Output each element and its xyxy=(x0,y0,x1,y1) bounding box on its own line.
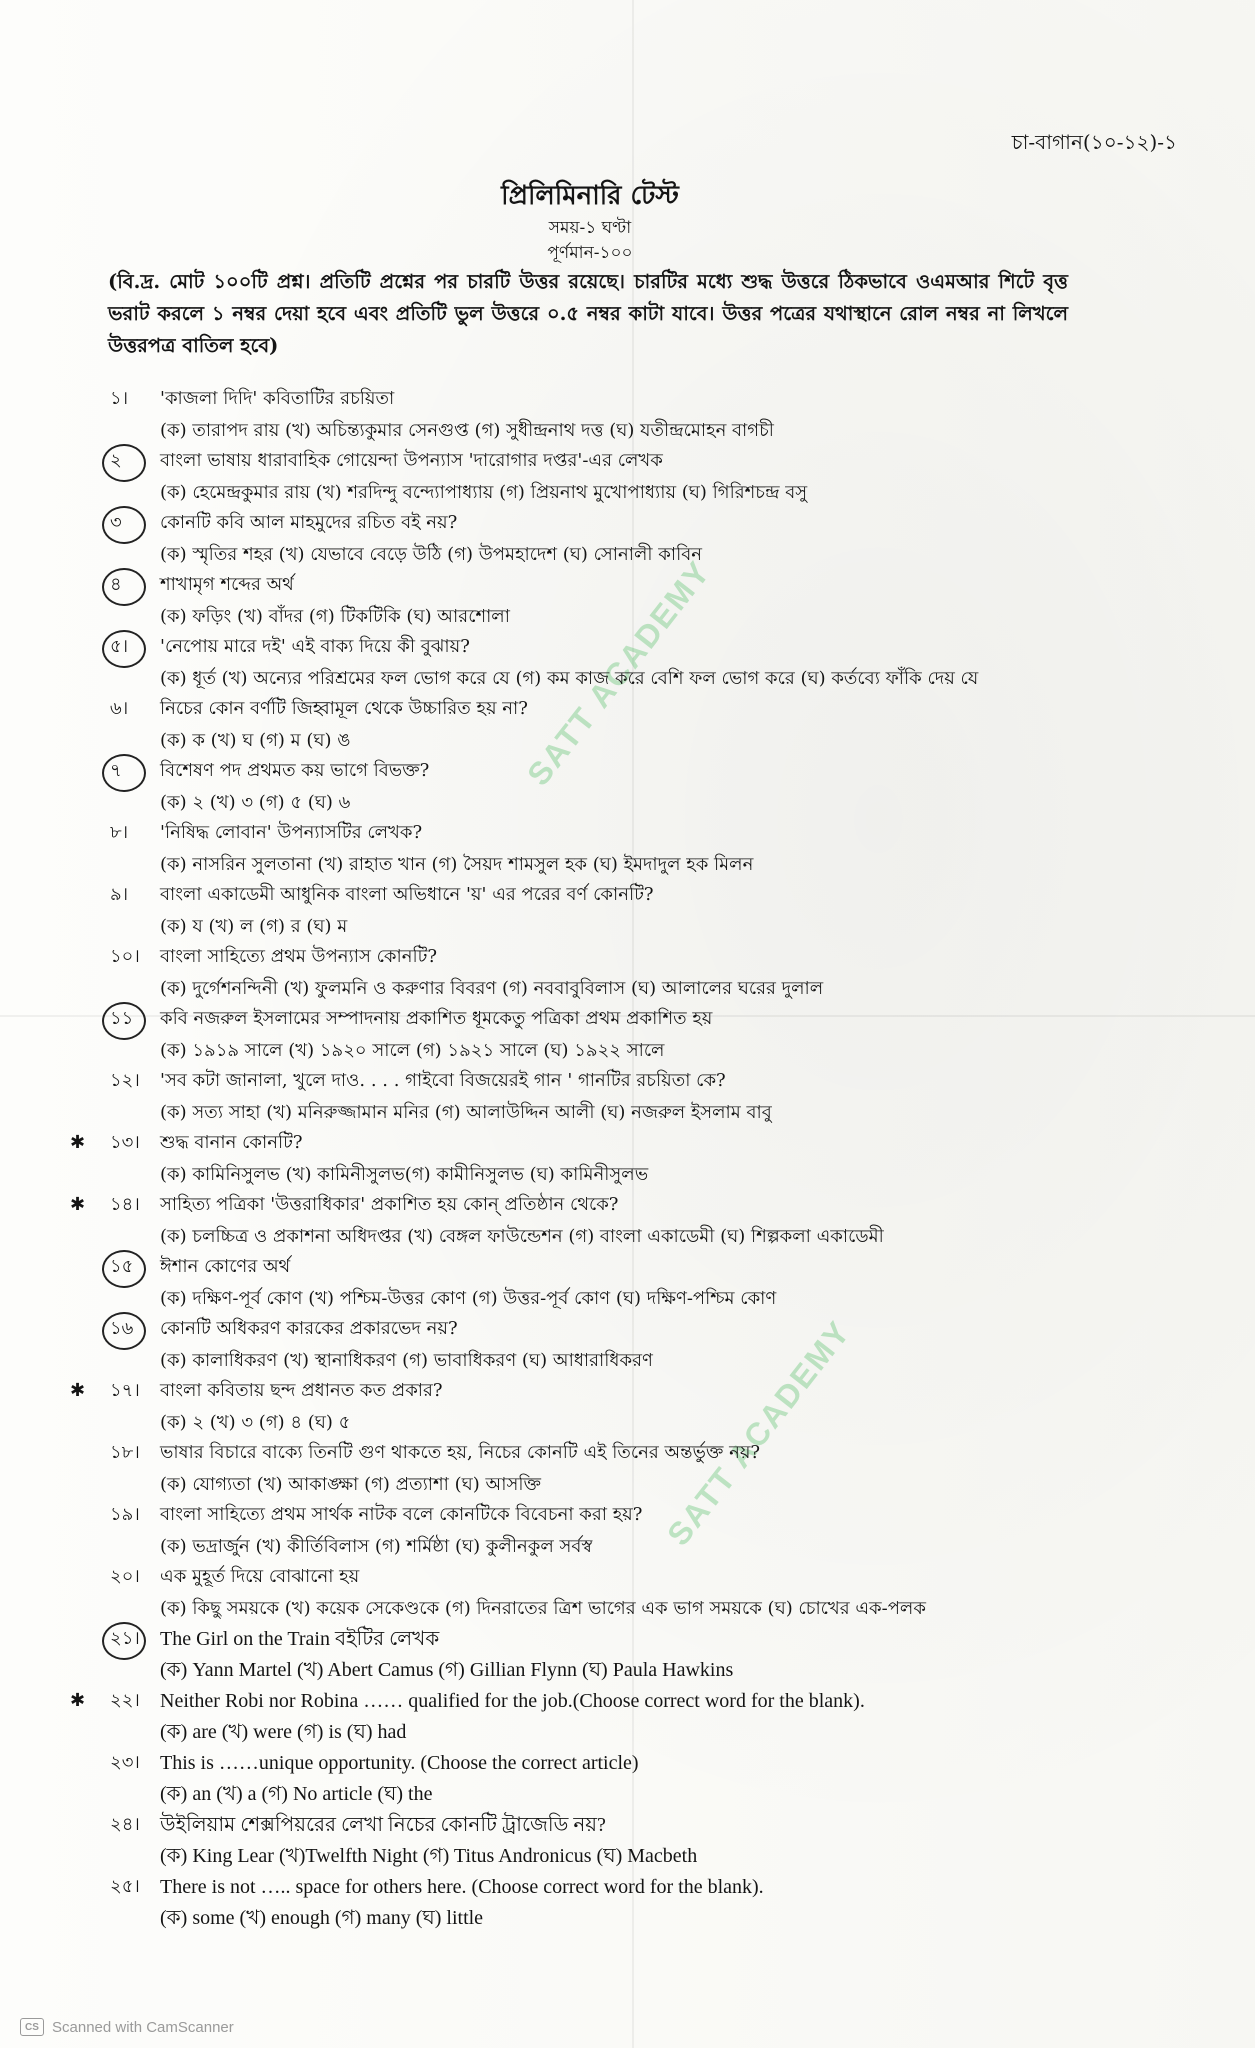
question-options: (ক) দুর্গেশনন্দিনী (খ) ফুলমনি ও করুণার বিবরণ (গ) নববাবুবিলাস (ঘ) আলালের ঘরের দুলাল xyxy=(160,977,824,999)
question-text: বাংলা কবিতায় ছন্দ প্রধানত কত প্রকার? xyxy=(160,1380,443,1401)
question-item xyxy=(110,1748,1160,1810)
question-options: (ক) স্মৃতির শহর (খ) যেভাবে বেড়ে উঠি (গ) উপমহাদেশ (ঘ) সোনালী কাবিন xyxy=(160,543,702,565)
question-text: বিশেষণ পদ প্রথমত কয় ভাগে বিভক্ত? xyxy=(160,760,430,781)
question-item xyxy=(110,1686,1160,1748)
instructions: (বি.দ্র. মোট ১০০টি প্রশ্ন। প্রতিটি প্রশ্নের পর চারটি উত্তর রয়েছে। চারটির মধ্যে শুদ্ধ উত্তরে ঠিকভাবে ওএমআর শিটে বৃত্ত ভরাট করলে ১ নম্বর দেয়া হবে এবং প্রতিটি ভুল উত্তরে ০.৫ নম্বর কাটা যাবে। উত্তর পত্রের যথাস্থানে রোল নম্বর না লিখলে উত্তরপত্র বাতিল হবে) xyxy=(108,270,1068,357)
question-item xyxy=(110,880,1160,942)
question-options: (ক) ধূর্ত (খ) অন্যের পরিশ্রমের ফল ভোগ করে যে (গ) কম কাজ করে বেশি ফল ভোগ করে (ঘ) কর্তব্যে ফাঁকি দেয় যে xyxy=(160,667,979,689)
question-options: (ক) তারাপদ রায় (খ) অচিন্ত্যকুমার সেনগুপ্ত (গ) সুধীন্দ্রনাথ দত্ত (ঘ) যতীন্দ্রমোহন বাগচী xyxy=(160,419,774,441)
question-number: ১৪। ✱ xyxy=(110,1190,160,1220)
question-text: কোনটি কবি আল মাহমুদের রচিত বই নয়? xyxy=(160,512,458,533)
question-number: ২২। ✱ xyxy=(110,1686,160,1716)
question-options: (ক) হেমেন্দ্রকুমার রায় (খ) শরদিন্দু বন্দ্যোপাধ্যায় (গ) প্রিয়নাথ মুখোপাধ্যায় (ঘ) গিরিশচন্দ্র বসু xyxy=(160,481,808,503)
question-item xyxy=(110,1252,1160,1314)
question-text: শুদ্ধ বানান কোনটি? xyxy=(160,1132,303,1153)
question-number: ১৫ xyxy=(110,1252,160,1282)
question-text: Neither Robi nor Robina …… qualified for the job.(Choose correct word for the blank). xyxy=(160,1690,865,1712)
question-item xyxy=(110,694,1160,756)
question-text: 'সব কটা জানালা, খুলে দাও. . . . গাইবো বিজয়েরই গান ' গানটির রচয়িতা কে? xyxy=(160,1070,726,1091)
question-text: ঈশান কোণের অর্থ xyxy=(160,1256,291,1277)
question-item xyxy=(110,1810,1160,1872)
question-number: ২৩। xyxy=(110,1752,140,1773)
question-number: ২৪। xyxy=(110,1814,140,1835)
question-text: 'নেপোয় মারে দই' এই বাক্য দিয়ে কী বুঝায়? xyxy=(160,636,470,657)
question-text: ভাষার বিচারে বাক্যে তিনটি গুণ থাকতে হয়, নিচের কোনটি এই তিনের অন্তর্ভুক্ত নয়? xyxy=(160,1442,761,1463)
question-text: The Girl on the Train বইটির লেখক xyxy=(160,1628,440,1650)
question-text: এক মুহূর্ত দিয়ে বোঝানো হয় xyxy=(160,1566,360,1587)
question-options: (ক) কিছু সময়কে (খ) কয়েক সেকেণ্ডকে (গ) দিনরাতের ত্রিশ ভাগের এক ভাগ সময়কে (ঘ) চোখের এক-পলক xyxy=(160,1597,926,1619)
question-item xyxy=(110,1004,1160,1066)
question-text: বাংলা সাহিত্যে প্রথম সার্থক নাটক বলে কোনটিকে বিবেচনা করা হয়? xyxy=(160,1504,643,1525)
question-item xyxy=(110,1066,1160,1128)
question-text: সাহিত্য পত্রিকা 'উত্তরাধিকার' প্রকাশিত হয় কোন্ প্রতিষ্ঠান থেকে? xyxy=(160,1194,619,1215)
question-text: বাংলা সাহিত্যে প্রথম উপন্যাস কোনটি? xyxy=(160,946,438,967)
question-list xyxy=(110,384,1160,1934)
question-number: ৭ xyxy=(110,756,160,786)
question-options: (ক) ভদ্রার্জুন (খ) কীর্তিবিলাস (গ) শর্মিষ্ঠা (ঘ) কুলীনকুল সর্বস্ব xyxy=(160,1535,593,1557)
question-options: (ক) an (খ) a (গ) No article (ঘ) the xyxy=(160,1782,433,1805)
question-item xyxy=(110,756,1160,818)
question-item xyxy=(110,1128,1160,1190)
question-text: উইলিয়াম শেক্সপিয়রের লেখা নিচের কোনটি ট্রাজেডি নয়? xyxy=(160,1814,606,1836)
question-options: (ক) some (খ) enough (গ) many (ঘ) little xyxy=(160,1906,484,1929)
question-item xyxy=(110,942,1160,1004)
exam-time: সময়-১ ঘণ্টা xyxy=(548,218,632,238)
question-options: (ক) যোগ্যতা (খ) আকাঙ্ক্ষা (গ) প্রত্যাশা (ঘ) আসক্তি xyxy=(160,1473,542,1495)
question-text: কোনটি অধিকরণ কারকের প্রকারভেদ নয়? xyxy=(160,1318,458,1339)
question-item xyxy=(110,1872,1160,1934)
question-text: শাখামৃগ শব্দের অর্থ xyxy=(160,574,294,595)
question-number: ১১ xyxy=(110,1004,160,1034)
question-number: ২০। xyxy=(110,1566,140,1587)
watermark: SATT ACADEMY xyxy=(520,553,718,793)
question-options: (ক) দক্ষিণ-পূর্ব কোণ (খ) পশ্চিম-উত্তর কোণ (গ) উত্তর-পূর্ব কোণ (ঘ) দক্ষিণ-পশ্চিম কোণ xyxy=(160,1287,777,1309)
question-options: (ক) are (খ) were (গ) is (ঘ) had xyxy=(160,1720,407,1743)
question-number: ৪ xyxy=(110,570,160,600)
question-number: ৯। xyxy=(110,884,129,905)
watermark: SATT ACADEMY xyxy=(660,1313,858,1553)
question-number: ৬। xyxy=(110,698,129,719)
paper-code: চা-বাগান(১০-১২)-১ xyxy=(1011,130,1177,154)
question-number: ৮। xyxy=(110,822,129,843)
question-options: (ক) Yann Martel (খ) Abert Camus (গ) Gillian Flynn (ঘ) Paula Hawkins xyxy=(160,1658,734,1681)
question-number: ২১। xyxy=(110,1624,160,1654)
question-item xyxy=(110,818,1160,880)
question-item xyxy=(110,1314,1160,1376)
camscanner-logo-icon: CS xyxy=(20,2018,44,2036)
question-item xyxy=(110,446,1160,508)
question-number: ১৭। ✱ xyxy=(110,1376,160,1406)
question-options: (ক) চলচ্চিত্র ও প্রকাশনা অধিদপ্তর (খ) বেঙ্গল ফাউন্ডেশন (গ) বাংলা একাডেমী (ঘ) শিল্পকলা একাডেমী xyxy=(160,1225,884,1247)
question-options: (ক) নাসরিন সুলতানা (খ) রাহাত খান (গ) সৈয়দ শামসুল হক (ঘ) ইমদাদুল হক মিলন xyxy=(160,853,754,875)
question-item xyxy=(110,632,1160,694)
question-options: (ক) ক (খ) ঘ (গ) ম (ঘ) ঙ xyxy=(160,729,351,751)
question-item xyxy=(110,1500,1160,1562)
question-options: (ক) কামিনিসুলভ (খ) কামিনীসুলভ(গ) কামীনিসুলভ (ঘ) কামিনীসুলভ xyxy=(160,1163,649,1185)
question-number: ১৬ xyxy=(110,1314,160,1344)
question-text: বাংলা ভাষায় ধারাবাহিক গোয়েন্দা উপন্যাস 'দারোগার দপ্তর'-এর লেখক xyxy=(160,450,663,471)
question-options: (ক) ২ (খ) ৩ (গ) ৪ (ঘ) ৫ xyxy=(160,1411,351,1433)
question-number: ২ xyxy=(110,446,160,476)
question-number: ১২। xyxy=(110,1070,140,1091)
question-item xyxy=(110,508,1160,570)
question-text: 'কাজলা দিদি' কবিতাটির রচয়িতা xyxy=(160,388,395,409)
question-options: (ক) য (খ) ল (গ) র (ঘ) ম xyxy=(160,915,348,937)
question-options: (ক) সত্য সাহা (খ) মনিরুজ্জামান মনির (গ) আলাউদ্দিন আলী (ঘ) নজরুল ইসলাম বাবু xyxy=(160,1101,772,1123)
question-item xyxy=(110,384,1160,446)
question-text: নিচের কোন বর্ণটি জিহ্বামূল থেকে উচ্চারিত হয় না? xyxy=(160,698,528,719)
question-text: 'নিষিদ্ধ লোবান' উপন্যাসটির লেখক? xyxy=(160,822,423,843)
question-text: বাংলা একাডেমী আধুনিক বাংলা অভিধানে 'য়' এর পরের বর্ণ কোনটি? xyxy=(160,884,654,905)
question-number: ২৫। xyxy=(110,1876,140,1897)
question-number: ১৮। xyxy=(110,1442,140,1463)
question-item xyxy=(110,570,1160,632)
question-number: ১৯। xyxy=(110,1504,140,1525)
question-item xyxy=(110,1562,1160,1624)
question-item xyxy=(110,1624,1160,1686)
question-options: (ক) কালাধিকরণ (খ) স্থানাধিকরণ (গ) ভাবাধিকরণ (ঘ) আধারাধিকরণ xyxy=(160,1349,653,1371)
question-number: ৫। xyxy=(110,632,160,662)
question-item xyxy=(110,1190,1160,1252)
scanner-footer xyxy=(20,2018,234,2036)
question-options: (ক) King Lear (খ)Twelfth Night (গ) Titus Andronicus (ঘ) Macbeth xyxy=(160,1844,698,1867)
question-number: ৩ xyxy=(110,508,160,538)
question-text: This is ……unique opportunity. (Choose the correct article) xyxy=(160,1752,639,1774)
question-item xyxy=(110,1438,1160,1500)
question-options: (ক) ২ (খ) ৩ (গ) ৫ (ঘ) ৬ xyxy=(160,791,351,813)
question-options: (ক) ১৯১৯ সালে (খ) ১৯২০ সালে (গ) ১৯২১ সালে (ঘ) ১৯২২ সালে xyxy=(160,1039,665,1061)
question-number: ১০। xyxy=(110,946,140,967)
question-text: কবি নজরুল ইসলামের সম্পাদনায় প্রকাশিত ধূমকেতু পত্রিকা প্রথম প্রকাশিত হয় xyxy=(160,1008,713,1029)
exam-title: প্রিলিমিনারি টেস্ট xyxy=(501,181,679,211)
question-options: (ক) ফড়িং (খ) বাঁদর (গ) টিকটিকি (ঘ) আরশোলা xyxy=(160,605,510,627)
scanner-footer-text: Scanned with CamScanner xyxy=(52,2018,234,2036)
question-number: ১৩। ✱ xyxy=(110,1128,160,1158)
question-item xyxy=(110,1376,1160,1438)
question-number: ১। xyxy=(110,388,129,409)
exam-full-marks: পূর্ণমান-১০০ xyxy=(547,243,633,263)
question-text: There is not ….. space for others here. (Choose correct word for the blank). xyxy=(160,1876,764,1898)
